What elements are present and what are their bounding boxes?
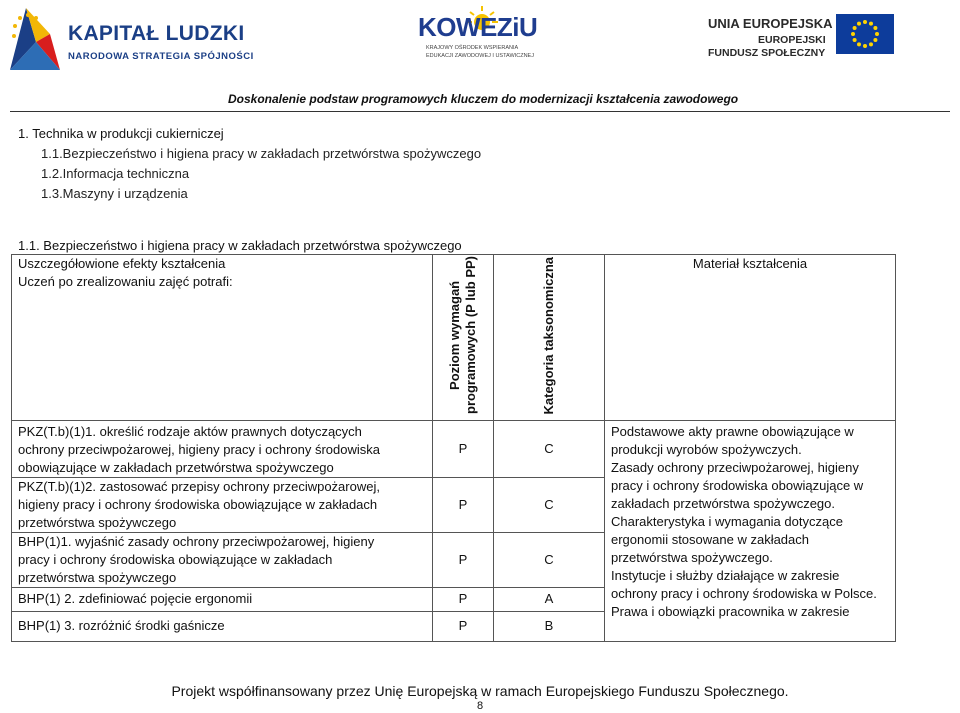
table-title: 1.1. Bezpieczeństwo i higiena pracy w zakładach przetwórstwa spożywczego	[18, 238, 462, 253]
kowezu-wordmark: KOWEZiU	[418, 12, 538, 42]
outline-item: 1.2.Informacja techniczna	[41, 166, 190, 181]
outline-item: 1.1.Bezpieczeństwo i higiena pracy w zakładach przetwórstwa spożywczego	[41, 146, 482, 161]
ue-line-2: EUROPEJSKI	[758, 34, 826, 46]
effect-line: przetwórstwa spożywczego	[18, 569, 177, 585]
material-line: Charakterystyka i wymagania dotyczące	[611, 513, 843, 529]
header-effects-sublabel: Uczeń po zrealizowaniu zajęć potrafi:	[18, 274, 233, 289]
kapital-ludzki-subtitle: NARODOWA STRATEGIA SPÓJNOŚCI	[68, 51, 254, 62]
material-line: ochrony pracy i ochrony środowiska w Polsce.	[611, 585, 877, 601]
kapital-ludzki-emblem-icon	[6, 4, 64, 74]
ue-line-1: UNIA EUROPEJSKA	[708, 16, 833, 31]
effect-line: BHP(1) 3. rozróżnić środki gaśnicze	[18, 618, 225, 633]
effect-line: przetwórstwa spożywczego	[18, 514, 177, 530]
effect-line: ochrony przeciwpożarowej, higieny pracy i ochrony środowiska	[18, 441, 381, 457]
page-number: 8	[476, 700, 484, 712]
level-cell: P	[433, 587, 494, 611]
kowezu-logo	[412, 8, 542, 72]
unia-europejska-logo	[708, 14, 908, 64]
header-level-cell	[433, 255, 494, 421]
program-tagline: Doskonalenie podstaw programowych kluczem do modernizacji kształcenia zawodowego	[228, 92, 739, 106]
material-cell	[605, 420, 896, 641]
category-cell: A	[494, 587, 605, 611]
header-effects-label: Uszczegółowione efekty kształcenia	[18, 256, 226, 271]
curriculum-table	[11, 254, 896, 642]
category-cell: B	[494, 611, 605, 641]
effect-line: higieny pracy i ochrony środowiska obowiązujące w zakładach	[18, 496, 378, 512]
effect-cell	[12, 587, 433, 611]
material-line: przetwórstwa spożywczego.	[611, 549, 773, 565]
effect-line: pracy i ochrony środowiska obowiązujące w zakładach	[18, 551, 333, 567]
header-material-cell	[605, 255, 896, 421]
eu-flag-icon	[836, 14, 894, 54]
category-cell: C	[494, 477, 605, 532]
header-category-label: Kategoria taksonomiczna	[541, 257, 556, 415]
effect-line: obowiązujące w zakładach przetwórstwa spożywczego	[18, 459, 334, 475]
effect-cell	[12, 420, 433, 477]
material-line: pracy i ochrony środowiska obowiązujące w	[611, 477, 864, 493]
effect-line: BHP(1)1. wyjaśnić zasady ochrony przeciwpożarowej, higieny	[18, 533, 375, 549]
level-cell: P	[433, 420, 494, 477]
table-header-row	[12, 255, 896, 421]
header-level-label-2: programowych (P lub PP)	[463, 255, 478, 414]
ue-line-3: FUNDUSZ SPOŁECZNY	[708, 47, 826, 59]
header-category-cell	[494, 255, 605, 421]
material-line: Instytucje i służby działające w zakresie	[611, 567, 840, 583]
kowezu-subtitle-1: KRAJOWY OŚRODEK WSPIERANIA	[426, 45, 519, 51]
footer-funding-note: Projekt współfinansowany przez Unię Europejską w ramach Europejskiego Funduszu Społecznego.	[171, 683, 789, 699]
effect-line: PKZ(T.b)(1)2. zastosować przepisy ochrony przeciwpożarowej,	[18, 478, 380, 494]
level-cell: P	[433, 477, 494, 532]
header-effects-cell	[12, 255, 433, 421]
outline-main-heading: 1. Technika w produkcji cukierniczej	[18, 126, 224, 141]
outline-item: 1.3.Maszyny i urządzenia	[41, 186, 188, 201]
category-cell: C	[494, 532, 605, 587]
level-cell: P	[433, 611, 494, 641]
effect-line: PKZ(T.b)(1)1. określić rodzaje aktów prawnych dotyczących	[18, 423, 362, 439]
material-line: Podstawowe akty prawne obowiązujące w	[611, 423, 854, 439]
header-material-label: Materiał kształcenia	[692, 256, 808, 271]
kapital-ludzki-title: KAPITAŁ LUDZKI	[68, 22, 245, 45]
kowezu-subtitle-2: EDUKACJI ZAWODOWEJ I USTAWICZNEJ	[426, 53, 534, 59]
effect-cell	[12, 532, 433, 587]
table-row	[12, 420, 896, 477]
kapital-ludzki-logo	[6, 4, 254, 74]
effect-line: BHP(1) 2. zdefiniować pojęcie ergonomii	[18, 591, 253, 606]
material-line: ergonomii stosowane w zakładach	[611, 531, 809, 547]
material-line: produkcji wyrobów spożywczych.	[611, 441, 802, 457]
header-divider	[10, 111, 950, 112]
material-line: Prawa i obowiązki pracownika w zakresie	[611, 603, 850, 619]
header-level-label-1: Poziom wymagań	[447, 280, 462, 390]
category-cell: C	[494, 420, 605, 477]
material-line: zakładach przetwórstwa spożywczego.	[611, 495, 835, 511]
material-line: Zasady ochrony przeciwpożarowej, higieny	[611, 459, 859, 475]
effect-cell	[12, 477, 433, 532]
effect-cell	[12, 611, 433, 641]
level-cell: P	[433, 532, 494, 587]
